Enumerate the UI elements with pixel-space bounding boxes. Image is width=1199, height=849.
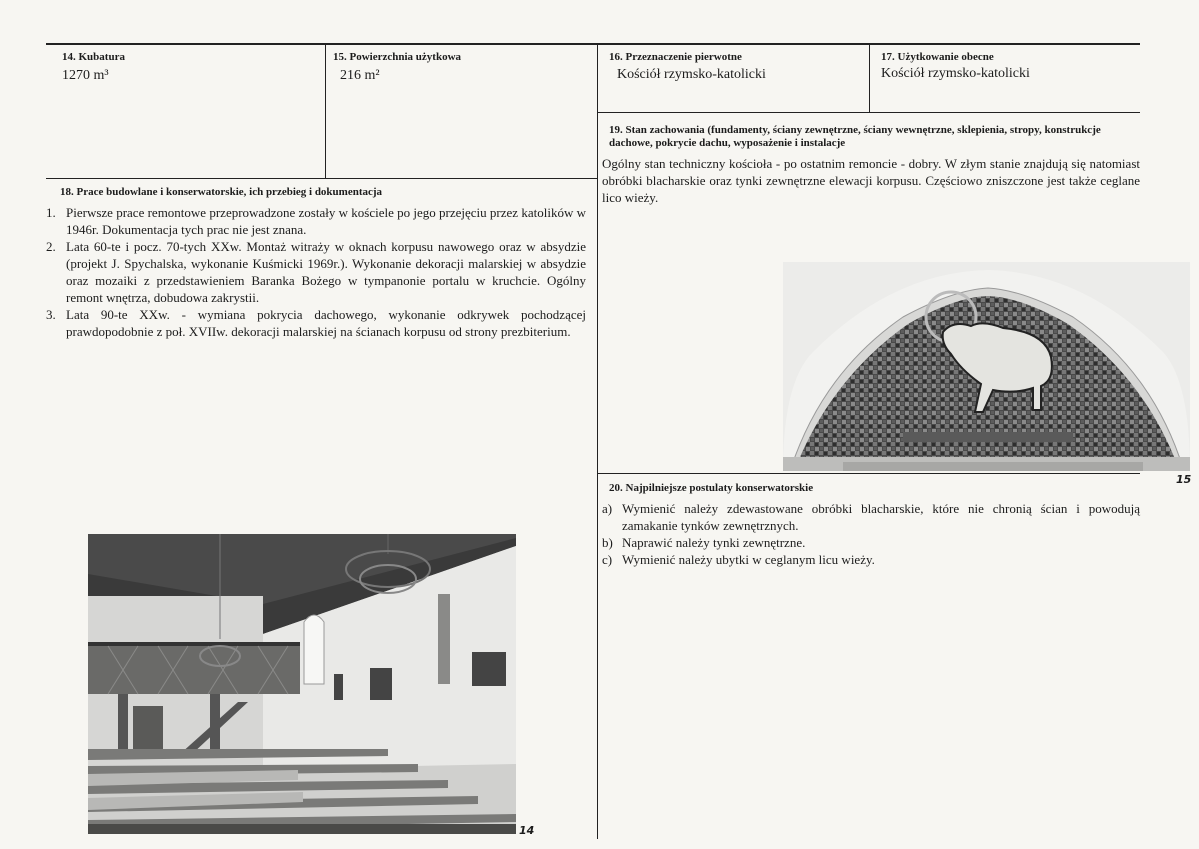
field-15-value: 216 m² (340, 68, 380, 83)
field-20-list (602, 500, 1140, 568)
rule-14-15-bottom (46, 178, 597, 179)
item-text: Pierwsze prace remontowe przeprowadzone zostały w kościele po jego przejęciu przez katolików w 1946r. Dokumentacja tych prac nie jest znana. (66, 205, 586, 237)
item-text: Wymienić należy zdewastowane obróbki blacharskie, które nie chronią ścian i powodują zamakanie tynków zewnętrznych. (622, 501, 1140, 533)
field-14-label: 14. Kubatura (62, 51, 125, 63)
photo-number-14: 14 (519, 824, 535, 837)
field-16-value: Kościół rzymsko-katolicki (617, 67, 766, 82)
item-number: 3. (46, 307, 56, 322)
field-17-value: Kościół rzymsko-katolicki (881, 66, 1030, 81)
item-number: b) (602, 535, 613, 550)
item-text: Lata 60-te i pocz. 70-tych XXw. Montaż witraży w oknach korpusu nawowego oraz w absydzie (projekt J. Spychalska, wykonanie Kuśmicki 1969r.). Wykonanie dekoracji malarskiej w absydzie oraz mozaiki z przedstawieniem Baranka Bożego w tympanonie portalu w kruchcie. Ogólny remont wnętrza, dobudowa zakrystii. (66, 239, 586, 305)
divider-15-16 (597, 43, 598, 839)
field-19-text: Ogólny stan techniczny kościoła - po ostatnim remoncie - dobry. W złym stanie znajdują się natomiast obróbki blacharskie oraz tynki zewnętrzne elewacji korpusu. Częściowo zniszczone jest także ceglane lico wieży. (602, 156, 1140, 205)
divider-14-15 (325, 43, 326, 178)
item-number: 2. (46, 239, 56, 254)
item-number: a) (602, 501, 613, 516)
church-interior-photo (88, 534, 516, 834)
field-17-label: 17. Użytkowanie obecne (881, 51, 994, 63)
field-14-value: 1270 m³ (62, 68, 109, 83)
divider-16-17 (869, 43, 870, 112)
list-item (602, 551, 1140, 568)
list-item (46, 204, 586, 238)
list-item (46, 306, 586, 340)
list-item (46, 238, 586, 306)
item-text: Wymienić należy ubytki w ceglanym licu wieży. (622, 552, 875, 567)
photo-number-15: 15 (1176, 473, 1192, 486)
field-18-list (46, 204, 586, 340)
item-number: c) (602, 552, 613, 567)
item-text: Naprawić należy tynki zewnętrzne. (622, 535, 806, 550)
tympanum-mosaic-photo (783, 262, 1190, 471)
lamb-of-god-mosaic-image (783, 262, 1190, 471)
field-19-label: 19. Stan zachowania (fundamenty, ściany zewnętrzne, ściany wewnętrzne, sklepienia, stropy, konstrukcje dachowe, pokrycie dachu, wyposażenie i instalacje (609, 124, 1101, 149)
list-item (602, 500, 1140, 534)
item-text: Lata 90-te XXw. - wymiana pokrycia dachowego, wykonanie odkrywek pochodzącej prawdopodobnie z poł. XVIIw. dekoracji malarskiej na ścianach korpusu od strony prezbiterium. (66, 307, 586, 339)
list-item (602, 534, 1140, 551)
rule-16-17-bottom (597, 112, 1140, 113)
field-18-label: 18. Prace budowlane i konserwatorskie, ich przebieg i dokumentacja (60, 186, 383, 198)
church-interior-image (88, 534, 516, 834)
field-15-label: 15. Powierzchnia użytkowa (333, 51, 462, 63)
field-20-label: 20. Najpilniejsze postulaty konserwatorskie (609, 482, 814, 494)
item-number: 1. (46, 205, 56, 220)
rule-19-bottom (597, 473, 1140, 474)
field-16-label: 16. Przeznaczenie pierwotne (609, 51, 742, 63)
top-rule (46, 43, 1140, 45)
